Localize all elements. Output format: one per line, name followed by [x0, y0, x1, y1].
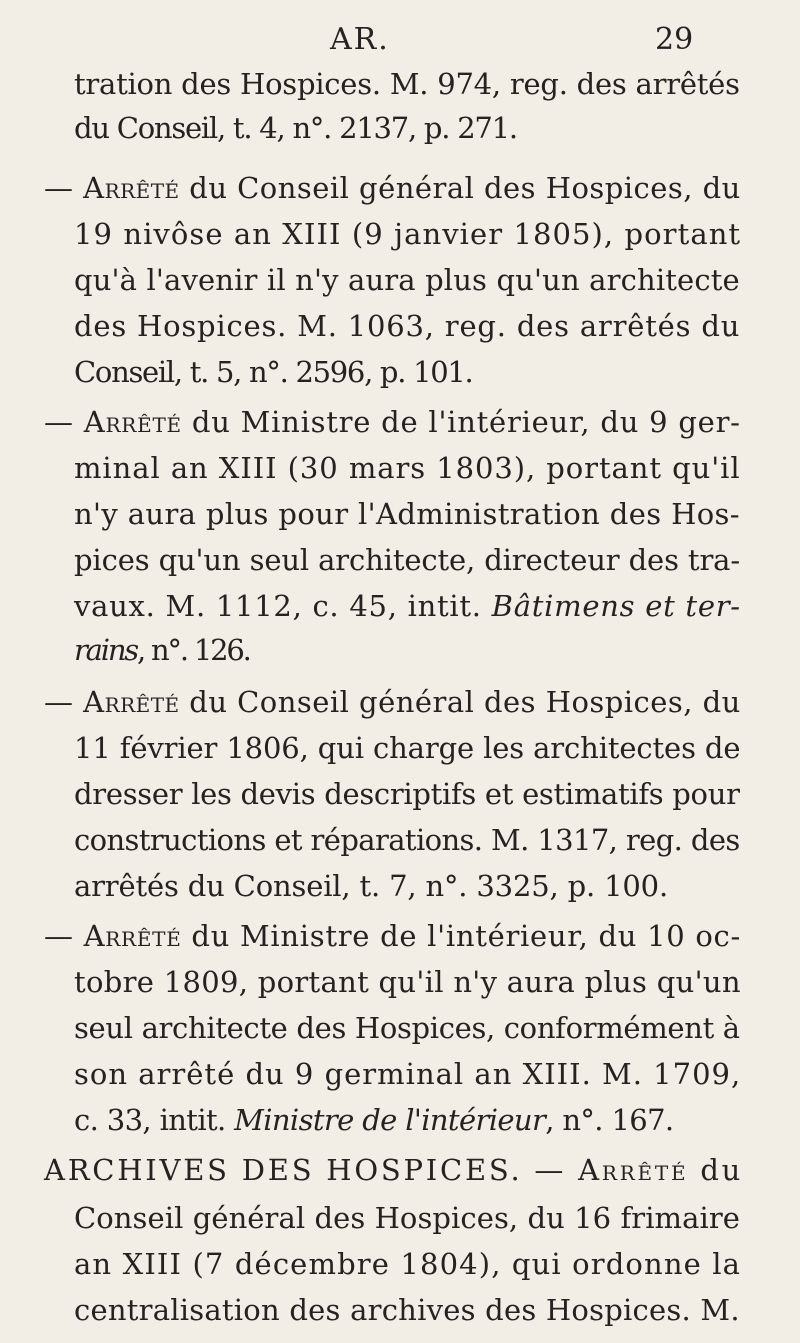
text-line	[44, 170, 741, 210]
text-segment: constructions et réparations. M. 1317, reg. des	[74, 823, 740, 857]
text-segment: dresser les devis descriptifs et estimatifs pour	[74, 777, 740, 811]
text-segment: seul architecte des Hospices, conformément à	[74, 1011, 740, 1045]
text-line	[74, 588, 741, 628]
text-segment: des Hospices. M. 1063, reg. des arrêtés du	[74, 309, 741, 343]
text-segment: du Conseil, t. 4, n°. 2137, p. 271.	[74, 111, 517, 145]
text-segment: —	[44, 685, 84, 719]
text-segment: 19 nivôse an XIII (9 janvier 1805), portant	[74, 217, 742, 251]
text-line	[74, 632, 250, 672]
text-segment: du Conseil général des Hospices, du	[179, 171, 741, 205]
text-segment: n'y aura plus pour l'Administration des Hos-	[74, 497, 740, 531]
text-line	[74, 496, 740, 536]
text-line	[74, 1292, 740, 1332]
text-segment: , n°. 167.	[545, 1103, 674, 1137]
text-segment: centralisation des archives des Hospices. M.	[74, 1293, 740, 1327]
italic-text: Bâtimens et ter-	[491, 589, 741, 623]
text-line	[74, 964, 741, 1004]
text-line	[74, 730, 740, 770]
text-line	[74, 776, 740, 816]
text-line	[74, 1056, 741, 1096]
text-segment: , n°. 126.	[137, 633, 250, 667]
text-line	[44, 404, 741, 444]
text-line	[44, 684, 741, 724]
text-segment: —	[44, 919, 84, 953]
text-segment: an XIII (7 décembre 1804), qui ordonne la	[74, 1247, 742, 1281]
text-segment: —	[44, 405, 84, 439]
text-segment: son arrêté du 9 germinal an XIII. M. 1709,	[74, 1057, 742, 1091]
text-segment: 11 février 1806, qui charge les architectes de	[74, 731, 741, 765]
text-line	[44, 918, 741, 958]
text-segment: du Ministre de l'intérieur, du 10 oc-	[181, 919, 741, 953]
text-line	[74, 1010, 740, 1050]
text-line	[74, 66, 740, 106]
text-segment: Conseil général des Hospices, du 16 frimaire	[74, 1201, 740, 1235]
page-number: 29	[655, 22, 694, 57]
text-segment: du	[688, 1153, 744, 1187]
entry-heading: Arrêté	[83, 919, 182, 953]
entry-heading: Arrêté	[83, 685, 180, 719]
text-segment: arrêtés du Conseil, t. 7, n°. 3325, p. 100.	[74, 869, 669, 903]
text-segment: tobre 1809, portant qu'il n'y aura plus qu'un	[74, 965, 741, 999]
text-segment: vaux. M. 1112, c. 45, intit.	[74, 589, 492, 623]
text-segment: ARCHIVES DES HOSPICES. —	[44, 1153, 579, 1187]
text-line	[74, 1102, 674, 1142]
text-segment: pices qu'un seul architecte, directeur des tra-	[74, 543, 741, 577]
text-segment: c. 33, intit.	[74, 1103, 235, 1137]
text-line	[74, 822, 740, 862]
italic-text: Ministre de l'intérieur	[234, 1103, 546, 1137]
text-segment: —	[44, 171, 84, 205]
text-line	[74, 868, 668, 908]
text-segment: minal an XIII (30 mars 1803), portant qu'il	[74, 451, 741, 485]
text-line	[74, 308, 740, 348]
text-segment: du Ministre de l'intérieur, du 9 ger-	[181, 405, 741, 439]
italic-text: rains	[74, 633, 137, 667]
text-line	[74, 1246, 741, 1286]
text-line	[74, 542, 740, 582]
text-segment: Conseil, t. 5, n°. 2596, p. 101.	[74, 355, 473, 389]
entry-heading: Arrêté	[578, 1153, 689, 1187]
text-line	[74, 110, 517, 150]
text-line	[74, 1200, 740, 1240]
text-line	[74, 262, 740, 302]
text-line	[74, 216, 741, 256]
text-segment: qu'à l'avenir il n'y aura plus qu'un architecte	[74, 263, 740, 297]
text-line	[44, 1152, 743, 1192]
text-segment: tration des Hospices. M. 974, reg. des arrêtés	[74, 67, 740, 101]
running-head: AR.	[330, 22, 390, 57]
text-line	[74, 450, 741, 490]
entry-heading: Arrêté	[83, 171, 180, 205]
page-header	[0, 22, 800, 72]
entry-heading: Arrêté	[83, 405, 182, 439]
text-segment: du Conseil général des Hospices, du	[179, 685, 741, 719]
text-line	[74, 354, 472, 394]
